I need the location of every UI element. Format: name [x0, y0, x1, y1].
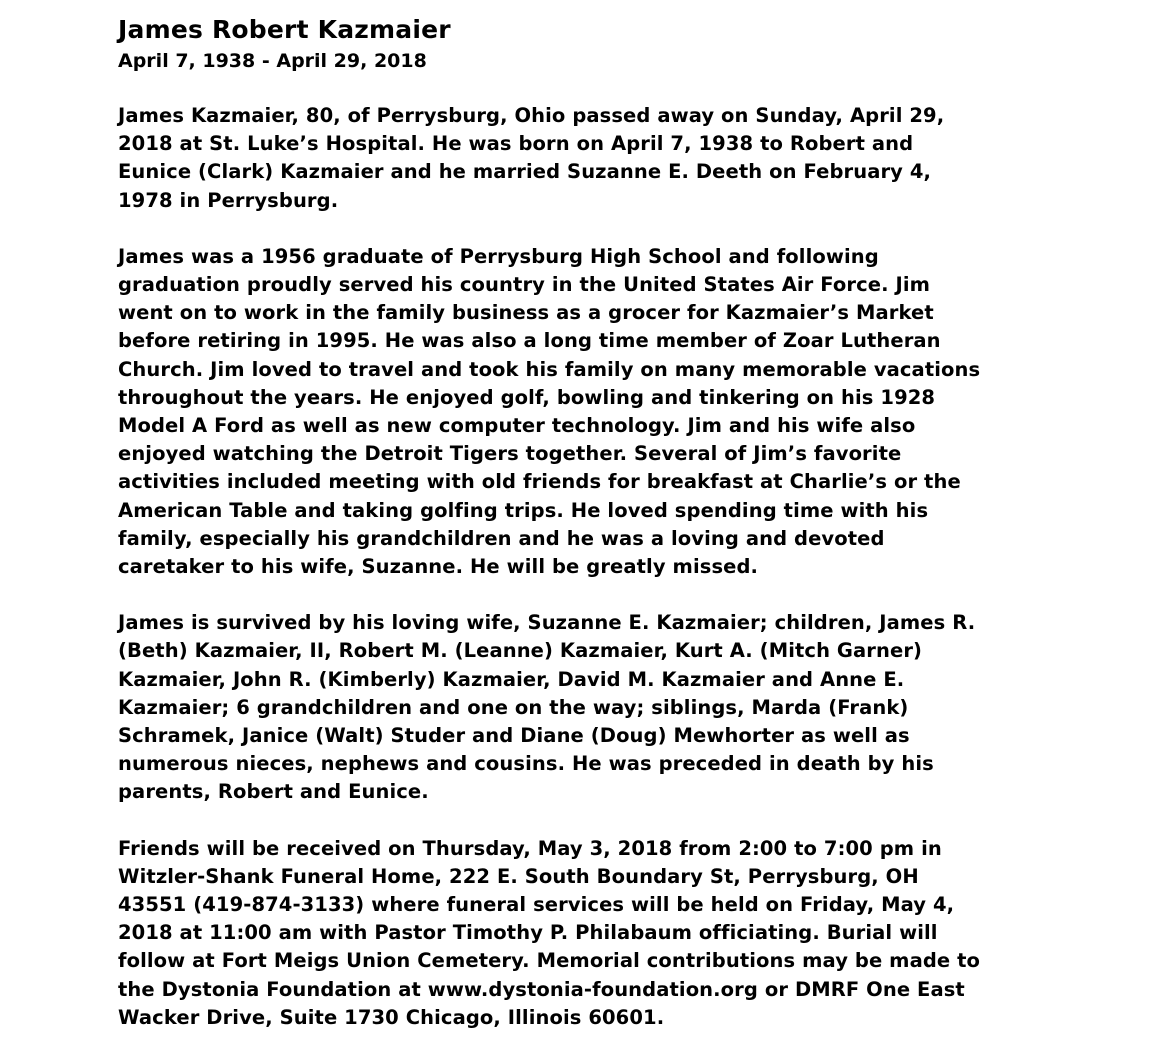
- paragraph-passing: James Kazmaier, 80, of Perrysburg, Ohio passed away on Sunday, April 29, 2018 at St. Luke’s Hospital. He was born on April 7, 1938 to Robert and Eunice (Clark) Kazmaier and he married Suzanne E. Deeth on February 4, 1978 in Perrysburg.: [118, 104, 945, 212]
- obituary-dates: April 7, 1938 - April 29, 2018: [118, 50, 427, 72]
- paragraph-services: Friends will be received on Thursday, May 3, 2018 from 2:00 to 7:00 pm in Witzler-Shank Funeral Home, 222 E. South Boundary St, Perrysburg, OH 43551 (419-874-3133) where funeral services will be held on Friday, May 4, 2018 at 11:00 am with Pastor Timothy P. Philabaum officiating. Burial will follow at Fort Meigs Union Cemetery. Memorial contributions may be made to the Dystonia Foundation at www.dystonia-foundation.org or DMRF One East Wacker Drive, Suite 1730 Chicago, Illinois 60601.: [118, 836, 981, 1029]
- obituary-name-heading: James Robert Kazmaier: [118, 15, 451, 44]
- obituary-document: [118, 14, 988, 1032]
- paragraph-life: James was a 1956 graduate of Perrysburg High School and following graduation proudly served his country in the United States Air Force. Jim went on to work in the family business as a grocer for Kazmaier’s Market before retiring in 1995. He was also a long time member of Zoar Lutheran Church. Jim loved to travel and took his family on many memorable vacations throughout the years. He enjoyed golf, bowling and tinkering on his 1928 Model A Ford as well as new computer technology. Jim and his wife also enjoyed watching the Detroit Tigers together. Several of Jim’s favorite activities included meeting with old friends for breakfast at Charlie’s or the American Table and taking golfing trips. He loved spending time with his family, especially his grandchildren and he was a loving and devoted caretaker to his wife, Suzanne. He will be greatly missed.: [118, 244, 981, 579]
- paragraph-survivors: James is survived by his loving wife, Suzanne E. Kazmaier; children, James R. (Beth) Kazmaier, II, Robert M. (Leanne) Kazmaier, Kurt A. (Mitch Garner) Kazmaier, John R. (Kimberly) Kazmaier, David M. Kazmaier and Anne E. Kazmaier; 6 grandchildren and one on the way; siblings, Marda (Frank) Schramek, Janice (Walt) Studer and Diane (Doug) Mewhorter as well as numerous nieces, nephews and cousins. He was preceded in death by his parents, Robert and Eunice.: [118, 611, 976, 804]
